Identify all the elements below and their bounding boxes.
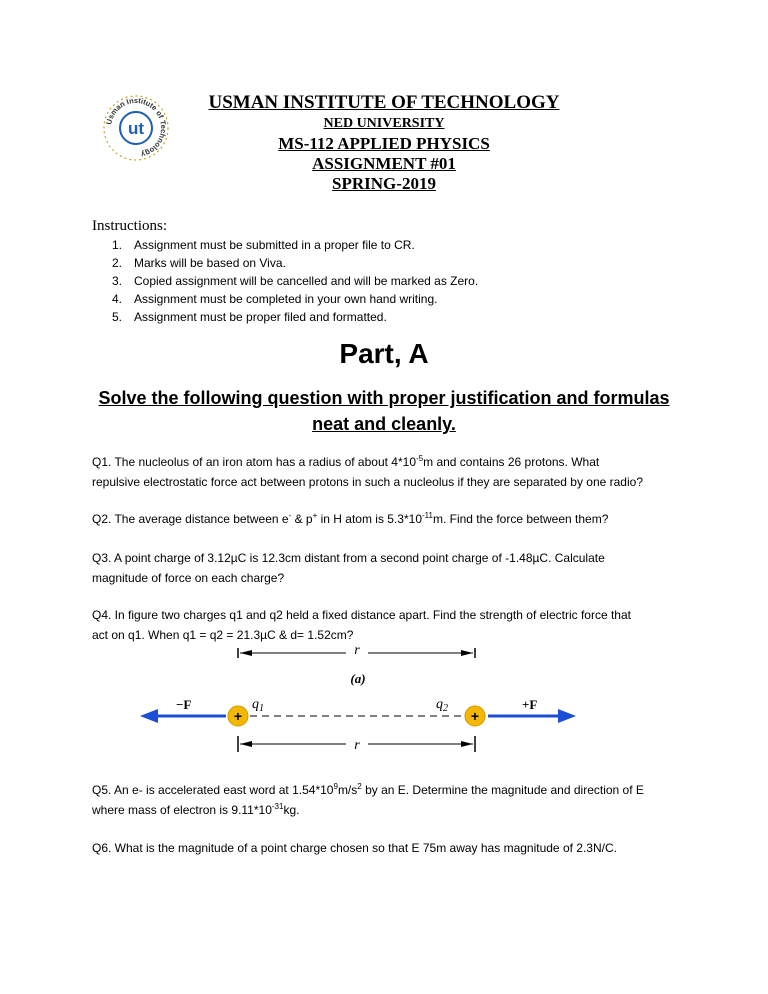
logo-ring-text: Usman Institute of Technology <box>104 95 169 160</box>
question-3: Q3. A point charge of 3.12µC is 12.3cm distant from a second point charge of -1.48µC. Calculate magnitude of force on each charge? <box>92 551 605 585</box>
figure-caption: (a) <box>350 671 366 686</box>
bottom-dimension <box>238 736 475 753</box>
list-item: 2. Marks will be based on Viva. <box>112 256 286 270</box>
term-title: SPRING-2019 <box>332 174 436 193</box>
q1-sign: + <box>233 708 243 724</box>
list-item: 5. Assignment must be proper filed and formatted. <box>112 310 387 324</box>
part-title: Part, A <box>339 338 429 369</box>
top-r-label: r <box>354 643 360 658</box>
right-arrow-head <box>558 709 576 723</box>
left-arrow-head <box>140 709 158 723</box>
question-4: Q4. In figure two charges q1 and q2 held a fixed distance apart. Find the strength of electric force that act on q1. When q1 = q2 = 21.3µC & d= 1.52cm? <box>92 608 631 642</box>
question-2: Q2. The average distance between e- & p+ in H atom is $5.3*10^{-11}m$. Find the force between them? <box>92 511 609 526</box>
bottom-r-label: r <box>354 738 360 753</box>
assignment-title: ASSIGNMENT #01 <box>312 154 456 173</box>
q1-label: $q_1$ <box>252 697 264 714</box>
instructions-list <box>112 236 478 326</box>
university-name: NED UNIVERSITY <box>323 116 445 131</box>
subtitle-line1: Solve the following question with proper justification and formulas <box>98 388 670 408</box>
right-force-label: +F <box>522 697 538 712</box>
logo-letters: ut <box>127 119 145 138</box>
top-dimension <box>238 642 475 660</box>
question-1: Q1. The nucleolus of an iron atom has a radius of about $4*10^{-5}m$ and contains 26 protons. What repulsive electrostatic force act between protons in such a nucleolus if they are separated by one radio? <box>92 454 643 489</box>
question-5: Q5. An e- is accelerated east word at $1.54*10^9m/s^2$ by an E. Determine the magnitude and direction of E where mass of electron is $9.11*10^{-31}kg$. <box>92 782 644 817</box>
list-item: 3. Copied assignment will be cancelled and will be marked as Zero. <box>112 274 479 288</box>
list-item: 1. Assignment must be submitted in a proper file to CR. <box>112 238 415 252</box>
q2-label: $q_2$ <box>436 697 448 714</box>
charges-figure <box>130 636 590 756</box>
q2-sign: + <box>470 708 480 724</box>
course-title: MS-112 APPLIED PHYSICS <box>278 134 490 153</box>
question-6: Q6. What is the magnitude of a point charge chosen so that E 75m away has magnitude of 2.3N/C. <box>92 841 617 855</box>
instructions-title: Instructions: <box>92 218 167 234</box>
institute-title: USMAN INSTITUTE OF TECHNOLOGY <box>208 92 560 113</box>
subtitle-line2: neat and cleanly. <box>312 414 456 434</box>
list-item: 4. Assignment must be completed in your own hand writing. <box>112 292 438 306</box>
left-force-label: −F <box>176 697 192 712</box>
